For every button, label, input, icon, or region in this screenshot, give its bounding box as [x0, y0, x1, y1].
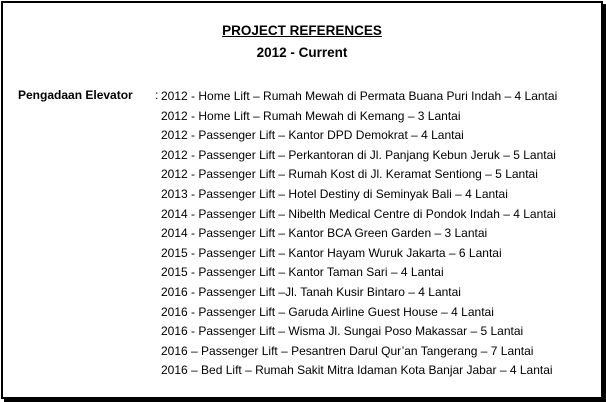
document-subtitle: 2012 - Current: [256, 45, 348, 60]
list-item: 2015 - Passenger Lift – Kantor Taman Sari – 4 Lantai: [161, 265, 444, 280]
list-item: 2016 - Passenger Lift –Jl. Tanah Kusir Bintaro – 4 Lantai: [161, 284, 461, 299]
list-item: 2016 - Passenger Lift – Garuda Airline Guest House – 4 Lantai: [161, 304, 494, 319]
list-item: 2012 - Passenger Lift – Rumah Kost di Jl. Keramat Sentiong – 5 Lantai: [161, 167, 538, 182]
label-separator: :: [155, 88, 159, 102]
list-item: 2014 - Passenger Lift – Nibelth Medical Centre di Pondok Indah – 4 Lantai: [161, 206, 556, 221]
project-list: [161, 88, 557, 382]
list-item: 2013 - Passenger Lift – Hotel Destiny di Seminyak Bali – 4 Lantai: [161, 186, 508, 201]
list-item: 2012 - Passenger Lift – Perkantoran di Jl. Panjang Kebun Jeruk – 5 Lantai: [161, 147, 556, 162]
document-frame: [1, 1, 603, 399]
list-item: 2016 - Passenger Lift – Wisma Jl. Sungai Poso Makassar – 5 Lantai: [161, 324, 524, 339]
section-label: Pengadaan Elevator: [18, 88, 133, 102]
list-item: 2016 – Bed Lift – Rumah Sakit Mitra Idaman Kota Banjar Jabar – 4 Lantai: [161, 363, 553, 378]
list-item: 2012 - Home Lift – Rumah Mewah di Kemang – 3 Lantai: [161, 108, 461, 123]
list-item: 2014 - Passenger Lift – Kantor BCA Green Garden – 3 Lantai: [161, 226, 488, 241]
list-item: 2012 - Home Lift – Rumah Mewah di Permata Buana Puri Indah – 4 Lantai: [161, 89, 558, 103]
document-title: PROJECT REFERENCES: [222, 23, 382, 38]
list-item: 2015 - Passenger Lift – Kantor Hayam Wuruk Jakarta – 6 Lantai: [161, 245, 502, 260]
list-item: 2012 - Passenger Lift – Kantor DPD Demokrat – 4 Lantai: [161, 128, 464, 143]
list-item: 2016 – Passenger Lift – Pesantren Darul Qur’an Tangerang – 7 Lantai: [161, 343, 534, 358]
